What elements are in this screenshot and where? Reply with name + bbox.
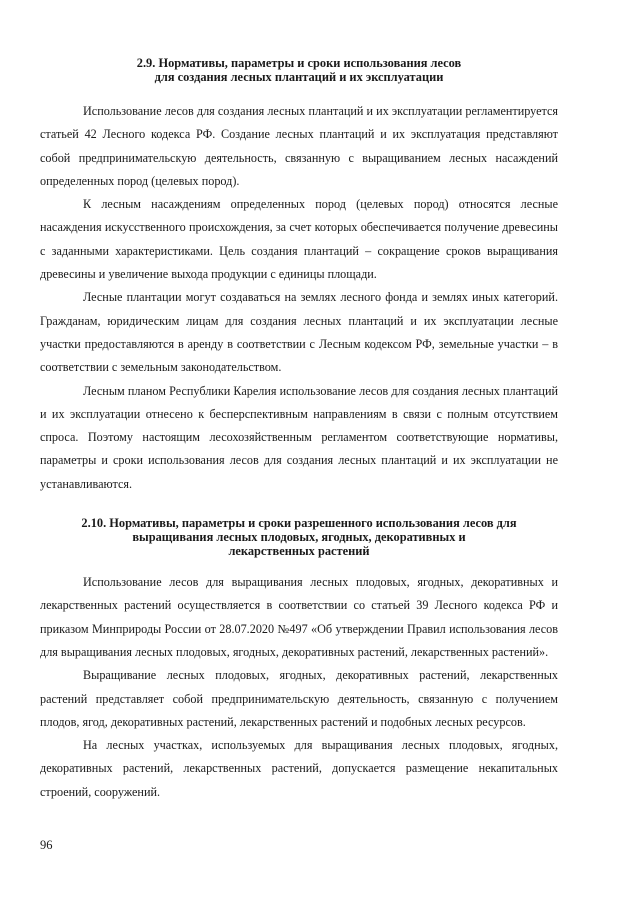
section-2-9-heading xyxy=(40,56,558,84)
paragraph: К лесным насаждениям определенных пород (целевых пород) относятся лесные насаждения искусственного происхождения, за счет которых обеспечивается получение древесины с заданными характеристиками. Цель создания плантаций – сокращение сроков выращивания древесины и увеличение выхода продукции с единицы площади. xyxy=(40,197,558,282)
section-2-10-heading xyxy=(40,516,558,558)
paragraph: На лесных участках, используемых для выращивания лесных плодовых, ягодных, декоративных растений, лекарственных растений, допускается размещение некапитальных строений, сооружений. xyxy=(40,738,558,799)
heading-line: лекарственных растений xyxy=(228,544,370,559)
paragraph: Лесным планом Республики Карелия использование лесов для создания лесных плантаций и их эксплуатации отнесено к бесперспективным направлениям в связи с полным отсутствием спроса. Поэтому настоящим лесохозяйственным регламентом соответствующие нормативы, параметры и сроки использования лесов для создания лесных плантаций и их эксплуатации не устанавливаются. xyxy=(40,383,558,491)
page-content xyxy=(40,56,558,804)
heading-line: для создания лесных плантаций и их эксплуатации xyxy=(154,70,444,84)
paragraph: Использование лесов для создания лесных плантаций и их эксплуатации регламентируется статьей 42 Лесного кодекса РФ. Создание лесных плантаций и их эксплуатация представляют собой предпринимательскую деятельность, связанную с выращиванием лесных насаждений определенных пород (целевых пород). xyxy=(40,104,558,188)
paragraph: Лесные плантации могут создаваться на землях лесного фонда и землях иных категорий. Гражданам, юридическим лицам для создания лесных плантаций и их эксплуатации лесные участки предоставляются в аренду в соответствии с Лесным кодексом РФ, земельные участки – в соответствии с земельным законодательством. xyxy=(40,290,558,375)
paragraph: Выращивание лесных плодовых, ягодных, декоративных растений, лекарственных растений представляет собой предпринимательскую деятельность, связанную с получением плодов, ягод, декоративных растений, лекарственных растений и подобных лесных ресурсов. xyxy=(40,668,558,729)
heading-line: 2.9. Нормативы, параметры и сроки использования лесов xyxy=(136,56,462,70)
paragraph: Использование лесов для выращивания лесных плодовых, ягодных, декоративных и лекарственных растений осуществляется в соответствии со статьей 39 Лесного кодекса РФ и приказом Минприроды России от 28.07.2020 №497 «Об утверждении Правил использования лесов для выращивания лесных плодовых, ягодных, декоративных растений, лекарственных растений». xyxy=(40,575,558,659)
heading-line: 2.10. Нормативы, параметры и сроки разрешенного использования лесов для xyxy=(81,516,517,531)
page-number: 96 xyxy=(40,838,53,852)
heading-line: выращивания лесных плодовых, ягодных, декоративных и xyxy=(132,530,466,545)
